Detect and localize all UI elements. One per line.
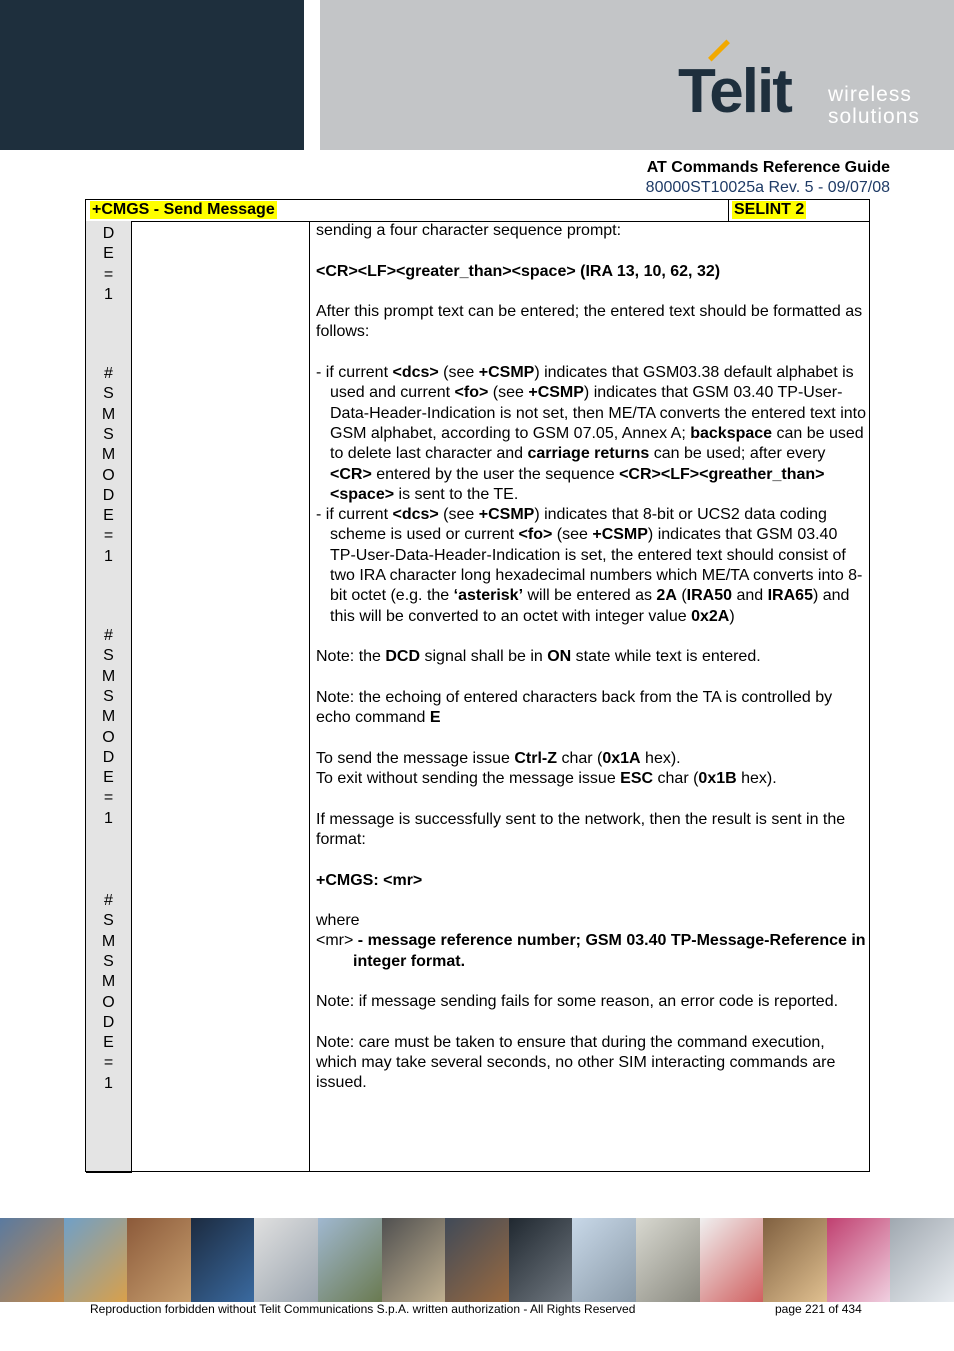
- bold-term: <CR>: [330, 465, 372, 483]
- text-segment: To exit without sending the message issue: [316, 770, 621, 788]
- intro-text: sending a four character sequence prompt:: [316, 222, 622, 239]
- note-error: Note: if message sending fails for some reason, an error code is reported.: [316, 993, 839, 1011]
- text-segment: (see: [552, 526, 593, 544]
- text-segment: ) indicates that GSM 03.40 TP-User-Data-Header-Indication is set, the entered text should consist of two IRA character long hexadecimal numbers which ME/TA converts into 8-bit octet (e.g. the: [330, 526, 863, 605]
- parameter-letter: O: [102, 993, 115, 1011]
- bold-term: 0x1A: [602, 749, 641, 767]
- bold-term: <CR><LF><greather_than><space>: [330, 465, 825, 503]
- bold-term: 2A: [656, 587, 677, 605]
- parameter-letter: M: [101, 446, 116, 464]
- column-divider: [309, 221, 310, 1172]
- document-revision: 80000ST10025a Rev. 5 - 09/07/08: [645, 179, 890, 196]
- mr-parameter: [316, 931, 866, 972]
- bold-term: <fo>: [518, 526, 553, 544]
- parameter-letter: #: [104, 627, 113, 644]
- text-segment: state while text is entered.: [571, 648, 761, 666]
- bold-term: - message reference number; GSM 03.40 TP-Message-Reference in integer format.: [353, 932, 866, 970]
- text-segment: char (: [653, 770, 699, 788]
- bold-term: carriage returns: [527, 445, 650, 463]
- rule-gsm-alphabet: [316, 363, 866, 505]
- text-segment: (see: [438, 364, 479, 382]
- text-segment: can be used to delete last character and: [330, 424, 864, 463]
- parameter-letter: O: [102, 728, 115, 746]
- description-cell: [316, 221, 866, 1094]
- text-segment: and: [732, 587, 768, 605]
- note-dcd: [316, 647, 866, 667]
- page-number: page 221 of 434: [775, 1302, 862, 1316]
- parameter-letter: 1: [104, 285, 113, 303]
- result-intro: If message is successfully sent to the network, then the result is sent in the format:: [316, 810, 846, 848]
- bold-term: <dcs>: [392, 506, 439, 524]
- text-segment: entered by the user the sequence: [371, 465, 620, 483]
- parameter-letter: D: [102, 748, 115, 766]
- text-segment: <mr>: [316, 932, 354, 950]
- text-segment: signal shall be in: [420, 648, 548, 666]
- bold-term: backspace: [690, 424, 773, 442]
- text-segment: hex).: [640, 749, 681, 767]
- bold-term: +CSMP: [478, 506, 535, 524]
- format-intro: After this prompt text can be entered; the entered text should be formatted as follows:: [316, 303, 863, 341]
- bold-term: 0x1B: [698, 770, 737, 788]
- text-segment: char (: [557, 749, 603, 767]
- result-format: +CMGS: <mr>: [316, 871, 423, 889]
- parameter-letter: S: [103, 952, 114, 970]
- parameter-letter: S: [103, 425, 114, 443]
- parameter-letter: D: [102, 1013, 115, 1031]
- parameter-letter: 1: [104, 547, 113, 565]
- text-segment: will be entered as: [523, 587, 657, 605]
- bold-term: 0x2A: [691, 607, 730, 625]
- text-segment: ) and this will be converted to an octet with integer value: [330, 587, 850, 625]
- parameter-letter: E: [103, 769, 114, 787]
- bold-term: ‘asterisk’: [453, 587, 524, 605]
- text-segment: - if current: [316, 364, 393, 382]
- rule-8bit-ucs2: [316, 505, 866, 627]
- parameter-letter: S: [103, 912, 114, 930]
- bold-term: Ctrl-Z: [514, 749, 557, 767]
- prompt-sequence: <CR><LF><greater_than><space> (IRA 13, 10, 62, 32): [316, 262, 721, 280]
- parameter-letter: 1: [104, 809, 113, 827]
- parameter-letter: E: [103, 507, 114, 525]
- command-title: +CMGS - Send Message: [92, 201, 275, 218]
- send-instruction: [316, 749, 866, 769]
- header-divider: [728, 200, 729, 221]
- telit-logo: Telit: [678, 57, 791, 126]
- text-segment: (see: [488, 384, 529, 402]
- bold-term: IRA50: [686, 587, 733, 605]
- parameter-letter: M: [101, 405, 116, 423]
- parameter-letter: D: [102, 225, 115, 242]
- column-bottom-rule: [86, 1171, 132, 1173]
- bold-term: <dcs>: [392, 364, 439, 382]
- text-segment: ) indicates that GSM 03.40 TP-User-Data-Header-Indication is not set, then ME/TA converts the entered text into GSM alphabet, according to GSM 07.05, Annex A;: [330, 384, 866, 442]
- command-table: [85, 199, 870, 1172]
- bold-term: ON: [547, 648, 572, 666]
- selint-label: SELINT 2: [734, 201, 805, 218]
- parameter-letter: O: [102, 466, 115, 484]
- logo-tagline: wireless solutions: [828, 83, 920, 128]
- parameter-letter: =: [103, 527, 114, 545]
- text-segment: is sent to the TE.: [394, 485, 519, 503]
- text-segment: ): [729, 607, 735, 625]
- text-segment: Note: the: [316, 648, 386, 666]
- parameter-letter: #: [104, 892, 113, 909]
- bold-term: IRA65: [767, 587, 813, 605]
- note-sim: Note: care must be taken to ensure that during the command execution, which may take several seconds, no other SIM interacting commands are issued.: [316, 1033, 836, 1092]
- text-segment: Note: the echoing of entered characters back from the TA is controlled by echo command: [316, 688, 833, 727]
- text-segment: To send the message issue: [316, 749, 515, 767]
- bold-term: +CSMP: [478, 364, 535, 382]
- bold-term: <fo>: [454, 384, 489, 402]
- text-segment: (see: [438, 506, 479, 524]
- note-echo: [316, 688, 866, 729]
- parameter-letter: S: [103, 385, 114, 403]
- parameter-letter: =: [103, 1054, 114, 1072]
- parameter-column: [86, 221, 132, 1172]
- exit-instruction: [316, 769, 866, 789]
- parameter-letter: =: [103, 265, 114, 283]
- text-segment: ) indicates that GSM03.38 default alphabet is used and current: [330, 364, 854, 402]
- text-segment: can be used; after every: [649, 445, 826, 463]
- bold-term: +CSMP: [592, 526, 648, 544]
- parameter-letter: S: [103, 647, 114, 665]
- bold-term: ESC: [620, 770, 654, 788]
- parameter-letter: D: [102, 486, 115, 504]
- parameter-letter: M: [101, 667, 116, 685]
- parameter-letter: =: [103, 789, 114, 807]
- table-header-row: [86, 200, 869, 222]
- parameter-letter: M: [101, 708, 116, 726]
- parameter-letter: 1: [104, 1074, 113, 1092]
- text-segment: - if current: [316, 506, 393, 524]
- copyright-notice: Reproduction forbidden without Telit Communications S.p.A. written authorization - All Rights Reserved: [90, 1302, 636, 1316]
- parameter-letter: E: [103, 245, 114, 263]
- footer-photo-strip: [0, 1218, 954, 1302]
- header-dark-band: [0, 0, 304, 150]
- parameter-letter: #: [104, 365, 113, 382]
- text-segment: ) indicates that 8-bit or UCS2 data coding scheme is used or current: [330, 506, 827, 544]
- document-title: AT Commands Reference Guide: [646, 159, 890, 176]
- text-segment: hex).: [736, 770, 777, 788]
- bold-term: DCD: [385, 648, 421, 666]
- bold-term: E: [429, 709, 441, 727]
- bold-term: +CSMP: [528, 384, 584, 402]
- parameter-letter: E: [103, 1034, 114, 1052]
- parameter-letter: M: [101, 973, 116, 991]
- parameter-letter: M: [101, 932, 116, 950]
- text-segment: (: [676, 587, 687, 605]
- parameter-letter: S: [103, 687, 114, 705]
- where-label: where: [316, 912, 360, 930]
